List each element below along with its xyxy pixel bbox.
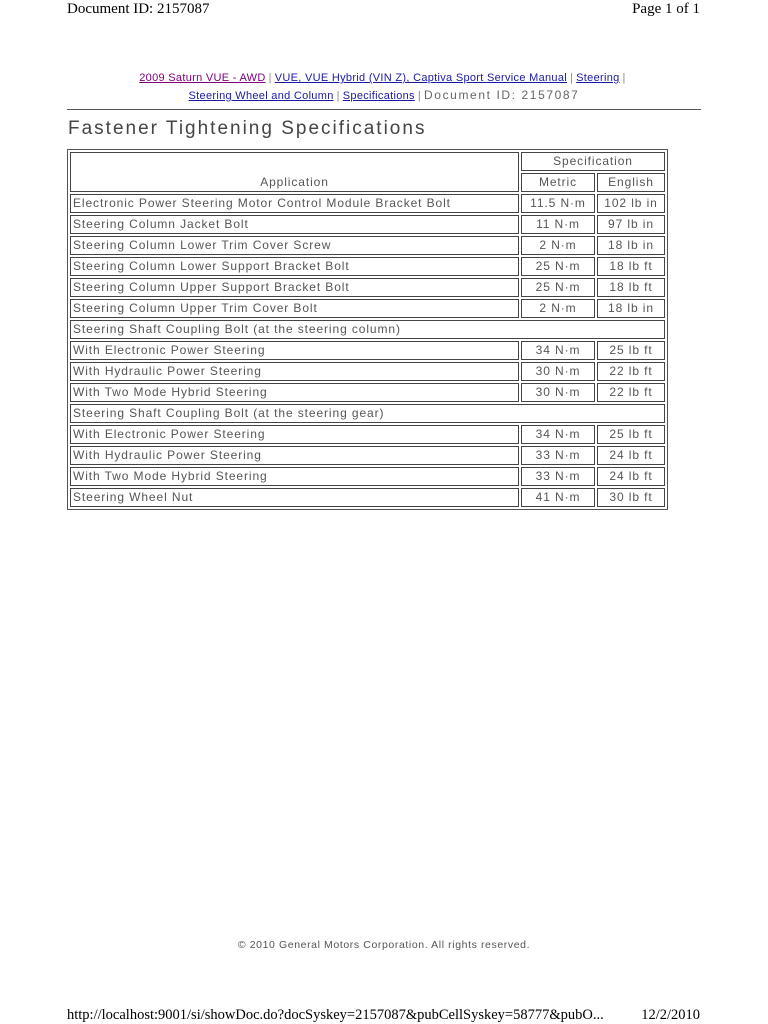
section-heading-cell: Steering Shaft Coupling Bolt (at the steering gear) [70, 404, 665, 423]
table-row [70, 425, 665, 444]
english-value-cell: 25 lb ft [597, 425, 665, 444]
table-row [70, 257, 665, 276]
application-cell: With Two Mode Hybrid Steering [70, 383, 519, 402]
application-cell: With Hydraulic Power Steering [70, 362, 519, 381]
breadcrumb-link-steering[interactable]: Steering [576, 72, 620, 84]
english-value-cell: 18 lb ft [597, 257, 665, 276]
application-cell: With Electronic Power Steering [70, 341, 519, 360]
application-cell: With Two Mode Hybrid Steering [70, 467, 519, 486]
breadcrumb-document-id: Document ID: 2157087 [424, 88, 580, 102]
column-header-specification: Specification [521, 152, 665, 171]
breadcrumb-separator: | [622, 72, 626, 84]
print-footer-url: http://localhost:9001/si/showDoc.do?docSyskey=2157087&pubCellSyskey=58777&pubO... [67, 1007, 604, 1023]
application-cell: Steering Column Upper Trim Cover Bolt [70, 299, 519, 318]
breadcrumb-separator: | [268, 72, 272, 84]
table-row [70, 362, 665, 381]
table-row [70, 488, 665, 507]
english-value-cell: 30 lb ft [597, 488, 665, 507]
metric-value-cell: 34 N·m [521, 425, 595, 444]
metric-value-cell: 30 N·m [521, 383, 595, 402]
breadcrumb [67, 70, 701, 105]
table-row [70, 215, 665, 234]
application-cell: With Hydraulic Power Steering [70, 446, 519, 465]
application-cell: Steering Column Upper Support Bracket Bolt [70, 278, 519, 297]
application-cell: With Electronic Power Steering [70, 425, 519, 444]
breadcrumb-link-vehicle[interactable]: 2009 Saturn VUE - AWD [139, 72, 266, 84]
breadcrumb-link-specifications[interactable]: Specifications [342, 90, 415, 102]
application-cell: Steering Column Lower Trim Cover Screw [70, 236, 519, 255]
table-row [70, 194, 665, 213]
metric-value-cell: 33 N·m [521, 446, 595, 465]
application-cell: Steering Wheel Nut [70, 488, 519, 507]
english-value-cell: 102 lb in [597, 194, 665, 213]
application-cell: Steering Column Lower Support Bracket Bolt [70, 257, 519, 276]
metric-value-cell: 2 N·m [521, 236, 595, 255]
english-value-cell: 24 lb ft [597, 446, 665, 465]
metric-value-cell: 30 N·m [521, 362, 595, 381]
table-row [70, 341, 665, 360]
english-value-cell: 25 lb ft [597, 341, 665, 360]
english-value-cell: 22 lb ft [597, 362, 665, 381]
breadcrumb-link-manual[interactable]: VUE, VUE Hybrid (VIN Z), Captiva Sport Service Manual [274, 72, 567, 84]
breadcrumb-separator: | [336, 90, 340, 102]
metric-value-cell: 34 N·m [521, 341, 595, 360]
breadcrumb-link-steering-wheel-column[interactable]: Steering Wheel and Column [188, 90, 334, 102]
column-header-metric: Metric [521, 173, 595, 192]
print-footer-date: 12/2/2010 [641, 1007, 700, 1023]
english-value-cell: 97 lb in [597, 215, 665, 234]
metric-value-cell: 33 N·m [521, 467, 595, 486]
print-header-document-id: Document ID: 2157087 [67, 1, 210, 17]
section-heading-cell: Steering Shaft Coupling Bolt (at the steering column) [70, 320, 665, 339]
metric-value-cell: 2 N·m [521, 299, 595, 318]
print-header-page-number: Page 1 of 1 [632, 1, 700, 17]
column-header-english: English [597, 173, 665, 192]
copyright-notice: © 2010 General Motors Corporation. All rights reserved. [237, 939, 531, 951]
fastener-spec-table [67, 149, 668, 510]
english-value-cell: 24 lb ft [597, 467, 665, 486]
english-value-cell: 22 lb ft [597, 383, 665, 402]
divider-line [67, 109, 701, 110]
application-cell: Electronic Power Steering Motor Control Module Bracket Bolt [70, 194, 519, 213]
metric-value-cell: 11.5 N·m [521, 194, 595, 213]
application-cell: Steering Column Jacket Bolt [70, 215, 519, 234]
table-row [70, 236, 665, 255]
breadcrumb-separator: | [417, 90, 422, 102]
table-section-row [70, 320, 665, 339]
english-value-cell: 18 lb in [597, 299, 665, 318]
metric-value-cell: 25 N·m [521, 278, 595, 297]
table-row [70, 383, 665, 402]
table-header-row [70, 152, 665, 171]
metric-value-cell: 41 N·m [521, 488, 595, 507]
page-title: Fastener Tightening Specifications [68, 118, 427, 139]
metric-value-cell: 25 N·m [521, 257, 595, 276]
table-row [70, 467, 665, 486]
table-row [70, 446, 665, 465]
breadcrumb-separator: | [570, 72, 574, 84]
english-value-cell: 18 lb ft [597, 278, 665, 297]
column-header-application: Application [70, 152, 519, 192]
table-section-row [70, 404, 665, 423]
english-value-cell: 18 lb in [597, 236, 665, 255]
table-row [70, 299, 665, 318]
metric-value-cell: 11 N·m [521, 215, 595, 234]
table-row [70, 278, 665, 297]
